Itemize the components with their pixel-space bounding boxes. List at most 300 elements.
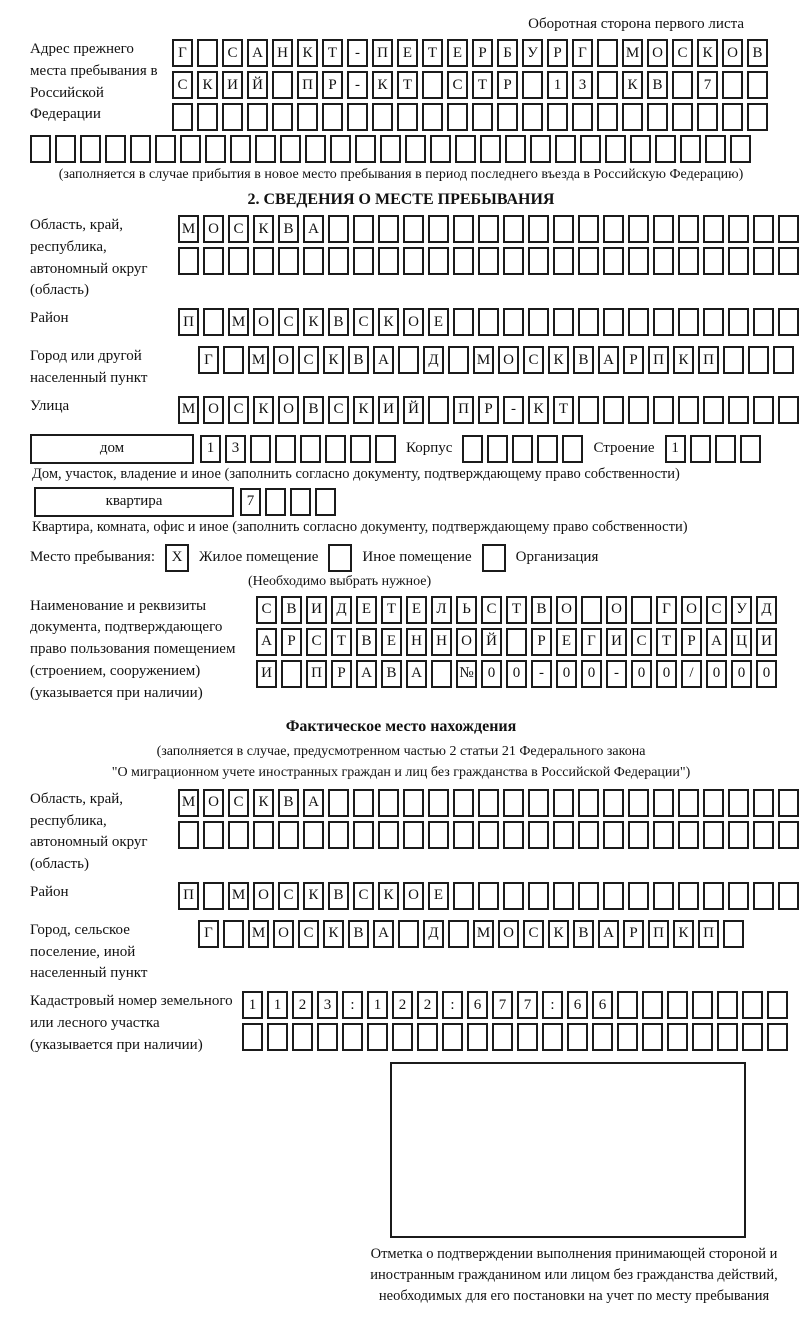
char-cell[interactable] bbox=[622, 103, 643, 131]
char-cell[interactable]: Н bbox=[406, 628, 427, 656]
char-cell[interactable] bbox=[178, 247, 199, 275]
char-cell[interactable] bbox=[378, 821, 399, 849]
char-cell[interactable]: Р bbox=[531, 628, 552, 656]
char-cell[interactable] bbox=[180, 135, 201, 163]
char-cell[interactable]: Е bbox=[397, 39, 418, 67]
char-cell[interactable]: С bbox=[298, 920, 319, 948]
char-cell[interactable]: - bbox=[531, 660, 552, 688]
korpus-cells[interactable] bbox=[462, 435, 583, 463]
char-cell[interactable] bbox=[380, 135, 401, 163]
char-cell[interactable]: А bbox=[247, 39, 268, 67]
char-cell[interactable]: А bbox=[406, 660, 427, 688]
char-cell[interactable] bbox=[730, 135, 751, 163]
char-cell[interactable]: П bbox=[648, 920, 669, 948]
char-cell[interactable] bbox=[578, 215, 599, 243]
char-cell[interactable]: И bbox=[256, 660, 277, 688]
char-cell[interactable] bbox=[422, 103, 443, 131]
char-cell[interactable]: П bbox=[178, 882, 199, 910]
prev-address-row-1[interactable] bbox=[172, 39, 772, 67]
char-cell[interactable] bbox=[530, 135, 551, 163]
house-type-box[interactable]: дом bbox=[30, 434, 194, 464]
char-cell[interactable]: - bbox=[347, 39, 368, 67]
char-cell[interactable] bbox=[378, 789, 399, 817]
char-cell[interactable]: И bbox=[606, 628, 627, 656]
char-cell[interactable]: В bbox=[303, 396, 324, 424]
char-cell[interactable] bbox=[453, 247, 474, 275]
char-cell[interactable]: Р bbox=[472, 39, 493, 67]
char-cell[interactable] bbox=[603, 821, 624, 849]
char-cell[interactable] bbox=[322, 103, 343, 131]
char-cell[interactable] bbox=[728, 215, 749, 243]
char-cell[interactable]: Г bbox=[656, 596, 677, 624]
char-cell[interactable]: 2 bbox=[417, 991, 438, 1019]
char-cell[interactable]: М bbox=[178, 789, 199, 817]
char-cell[interactable]: П bbox=[372, 39, 393, 67]
char-cell[interactable]: К bbox=[253, 396, 274, 424]
char-cell[interactable] bbox=[431, 660, 452, 688]
char-cell[interactable]: К bbox=[697, 39, 718, 67]
stroenie-cells[interactable] bbox=[665, 435, 761, 463]
char-cell[interactable] bbox=[503, 215, 524, 243]
char-cell[interactable] bbox=[353, 789, 374, 817]
char-cell[interactable] bbox=[703, 789, 724, 817]
char-cell[interactable] bbox=[197, 39, 218, 67]
char-cell[interactable]: М bbox=[473, 920, 494, 948]
char-cell[interactable]: О bbox=[681, 596, 702, 624]
char-cell[interactable] bbox=[578, 882, 599, 910]
char-cell[interactable] bbox=[553, 215, 574, 243]
char-cell[interactable]: Г bbox=[198, 920, 219, 948]
char-cell[interactable] bbox=[617, 991, 638, 1019]
char-cell[interactable] bbox=[653, 396, 674, 424]
char-cell[interactable] bbox=[203, 882, 224, 910]
char-cell[interactable] bbox=[722, 71, 743, 99]
char-cell[interactable] bbox=[478, 821, 499, 849]
char-cell[interactable]: О bbox=[278, 396, 299, 424]
char-cell[interactable] bbox=[453, 215, 474, 243]
char-cell[interactable] bbox=[528, 215, 549, 243]
char-cell[interactable] bbox=[703, 821, 724, 849]
district2-row[interactable] bbox=[178, 882, 799, 910]
char-cell[interactable] bbox=[378, 215, 399, 243]
char-cell[interactable] bbox=[717, 1023, 738, 1051]
char-cell[interactable] bbox=[553, 882, 574, 910]
char-cell[interactable] bbox=[778, 821, 799, 849]
char-cell[interactable] bbox=[567, 1023, 588, 1051]
char-cell[interactable] bbox=[603, 396, 624, 424]
char-cell[interactable] bbox=[203, 247, 224, 275]
char-cell[interactable] bbox=[581, 596, 602, 624]
char-cell[interactable] bbox=[353, 247, 374, 275]
char-cell[interactable] bbox=[417, 1023, 438, 1051]
char-cell[interactable]: Г bbox=[572, 39, 593, 67]
char-cell[interactable] bbox=[672, 103, 693, 131]
char-cell[interactable]: С bbox=[228, 215, 249, 243]
char-cell[interactable] bbox=[653, 215, 674, 243]
char-cell[interactable] bbox=[555, 135, 576, 163]
char-cell[interactable] bbox=[378, 247, 399, 275]
char-cell[interactable] bbox=[355, 135, 376, 163]
char-cell[interactable] bbox=[603, 215, 624, 243]
char-cell[interactable]: М bbox=[228, 308, 249, 336]
char-cell[interactable] bbox=[630, 135, 651, 163]
char-cell[interactable]: С bbox=[523, 920, 544, 948]
char-cell[interactable] bbox=[328, 247, 349, 275]
char-cell[interactable]: Н bbox=[272, 39, 293, 67]
char-cell[interactable]: Т bbox=[322, 39, 343, 67]
char-cell[interactable] bbox=[678, 882, 699, 910]
char-cell[interactable]: К bbox=[323, 346, 344, 374]
char-cell[interactable] bbox=[697, 103, 718, 131]
char-cell[interactable]: 7 bbox=[492, 991, 513, 1019]
char-cell[interactable] bbox=[398, 920, 419, 948]
char-cell[interactable] bbox=[753, 789, 774, 817]
char-cell[interactable] bbox=[506, 628, 527, 656]
char-cell[interactable] bbox=[512, 435, 533, 463]
char-cell[interactable] bbox=[303, 821, 324, 849]
document-row-1[interactable] bbox=[256, 596, 777, 624]
char-cell[interactable]: С bbox=[222, 39, 243, 67]
region-row-2[interactable] bbox=[178, 247, 799, 275]
char-cell[interactable] bbox=[253, 821, 274, 849]
char-cell[interactable] bbox=[522, 71, 543, 99]
char-cell[interactable]: Е bbox=[447, 39, 468, 67]
char-cell[interactable] bbox=[628, 215, 649, 243]
char-cell[interactable]: - bbox=[347, 71, 368, 99]
char-cell[interactable] bbox=[280, 135, 301, 163]
char-cell[interactable] bbox=[487, 435, 508, 463]
char-cell[interactable]: В bbox=[278, 215, 299, 243]
char-cell[interactable]: : bbox=[442, 991, 463, 1019]
char-cell[interactable] bbox=[703, 215, 724, 243]
char-cell[interactable]: О bbox=[722, 39, 743, 67]
region2-row-2[interactable] bbox=[178, 821, 799, 849]
char-cell[interactable]: Р bbox=[322, 71, 343, 99]
char-cell[interactable] bbox=[172, 103, 193, 131]
char-cell[interactable] bbox=[342, 1023, 363, 1051]
prev-address-row-4[interactable] bbox=[30, 135, 772, 163]
char-cell[interactable] bbox=[553, 789, 574, 817]
char-cell[interactable] bbox=[492, 1023, 513, 1051]
char-cell[interactable] bbox=[422, 71, 443, 99]
char-cell[interactable]: Л bbox=[431, 596, 452, 624]
char-cell[interactable] bbox=[305, 135, 326, 163]
char-cell[interactable]: Р bbox=[547, 39, 568, 67]
char-cell[interactable] bbox=[715, 435, 736, 463]
city2-row[interactable] bbox=[198, 920, 772, 948]
char-cell[interactable] bbox=[428, 821, 449, 849]
char-cell[interactable] bbox=[692, 991, 713, 1019]
char-cell[interactable] bbox=[678, 215, 699, 243]
char-cell[interactable] bbox=[747, 103, 768, 131]
char-cell[interactable]: Г bbox=[172, 39, 193, 67]
char-cell[interactable]: 1 bbox=[200, 435, 221, 463]
char-cell[interactable] bbox=[522, 103, 543, 131]
char-cell[interactable] bbox=[653, 882, 674, 910]
char-cell[interactable]: С bbox=[306, 628, 327, 656]
char-cell[interactable]: В bbox=[381, 660, 402, 688]
district-row[interactable] bbox=[178, 308, 799, 336]
char-cell[interactable]: М bbox=[622, 39, 643, 67]
char-cell[interactable] bbox=[430, 135, 451, 163]
char-cell[interactable] bbox=[505, 135, 526, 163]
char-cell[interactable] bbox=[653, 247, 674, 275]
char-cell[interactable]: С bbox=[278, 308, 299, 336]
char-cell[interactable]: - bbox=[503, 396, 524, 424]
char-cell[interactable]: С bbox=[447, 71, 468, 99]
char-cell[interactable]: И bbox=[378, 396, 399, 424]
char-cell[interactable] bbox=[592, 1023, 613, 1051]
char-cell[interactable]: 7 bbox=[240, 488, 261, 516]
char-cell[interactable]: Т bbox=[381, 596, 402, 624]
char-cell[interactable] bbox=[778, 882, 799, 910]
char-cell[interactable] bbox=[405, 135, 426, 163]
char-cell[interactable]: 3 bbox=[225, 435, 246, 463]
char-cell[interactable]: К bbox=[197, 71, 218, 99]
char-cell[interactable] bbox=[105, 135, 126, 163]
char-cell[interactable]: С bbox=[481, 596, 502, 624]
char-cell[interactable] bbox=[222, 103, 243, 131]
char-cell[interactable]: В bbox=[531, 596, 552, 624]
char-cell[interactable]: О bbox=[606, 596, 627, 624]
char-cell[interactable] bbox=[478, 789, 499, 817]
char-cell[interactable] bbox=[580, 135, 601, 163]
char-cell[interactable] bbox=[480, 135, 501, 163]
char-cell[interactable] bbox=[528, 247, 549, 275]
char-cell[interactable]: И bbox=[222, 71, 243, 99]
char-cell[interactable]: Й bbox=[403, 396, 424, 424]
char-cell[interactable] bbox=[572, 103, 593, 131]
char-cell[interactable]: Ь bbox=[456, 596, 477, 624]
char-cell[interactable]: Д bbox=[423, 920, 444, 948]
char-cell[interactable]: Р bbox=[681, 628, 702, 656]
char-cell[interactable]: Е bbox=[381, 628, 402, 656]
char-cell[interactable]: П bbox=[178, 308, 199, 336]
char-cell[interactable] bbox=[281, 660, 302, 688]
char-cell[interactable] bbox=[628, 821, 649, 849]
char-cell[interactable] bbox=[205, 135, 226, 163]
char-cell[interactable] bbox=[603, 882, 624, 910]
char-cell[interactable] bbox=[297, 103, 318, 131]
char-cell[interactable]: 3 bbox=[317, 991, 338, 1019]
char-cell[interactable]: 7 bbox=[517, 991, 538, 1019]
document-row-2[interactable] bbox=[256, 628, 777, 656]
char-cell[interactable]: П bbox=[648, 346, 669, 374]
char-cell[interactable] bbox=[317, 1023, 338, 1051]
char-cell[interactable] bbox=[647, 103, 668, 131]
char-cell[interactable]: О bbox=[403, 882, 424, 910]
char-cell[interactable]: С bbox=[328, 396, 349, 424]
char-cell[interactable]: Ц bbox=[731, 628, 752, 656]
char-cell[interactable] bbox=[703, 308, 724, 336]
char-cell[interactable] bbox=[528, 882, 549, 910]
char-cell[interactable]: 1 bbox=[665, 435, 686, 463]
char-cell[interactable] bbox=[398, 346, 419, 374]
char-cell[interactable] bbox=[597, 39, 618, 67]
char-cell[interactable] bbox=[403, 247, 424, 275]
char-cell[interactable] bbox=[375, 435, 396, 463]
char-cell[interactable] bbox=[773, 346, 794, 374]
char-cell[interactable]: Р bbox=[623, 346, 644, 374]
char-cell[interactable] bbox=[722, 103, 743, 131]
char-cell[interactable]: Е bbox=[428, 882, 449, 910]
char-cell[interactable] bbox=[472, 103, 493, 131]
char-cell[interactable]: Г bbox=[198, 346, 219, 374]
char-cell[interactable]: : bbox=[542, 991, 563, 1019]
char-cell[interactable]: 1 bbox=[367, 991, 388, 1019]
cadastral-row-1[interactable] bbox=[242, 991, 788, 1019]
char-cell[interactable]: О bbox=[203, 789, 224, 817]
char-cell[interactable]: О bbox=[403, 308, 424, 336]
char-cell[interactable] bbox=[553, 247, 574, 275]
char-cell[interactable] bbox=[267, 1023, 288, 1051]
char-cell[interactable] bbox=[55, 135, 76, 163]
char-cell[interactable]: П bbox=[698, 346, 719, 374]
char-cell[interactable]: 1 bbox=[547, 71, 568, 99]
char-cell[interactable]: Д bbox=[756, 596, 777, 624]
char-cell[interactable] bbox=[350, 435, 371, 463]
char-cell[interactable] bbox=[728, 789, 749, 817]
char-cell[interactable] bbox=[428, 247, 449, 275]
char-cell[interactable] bbox=[255, 135, 276, 163]
char-cell[interactable]: 0 bbox=[706, 660, 727, 688]
char-cell[interactable] bbox=[642, 991, 663, 1019]
char-cell[interactable] bbox=[453, 308, 474, 336]
char-cell[interactable] bbox=[740, 435, 761, 463]
char-cell[interactable] bbox=[462, 435, 483, 463]
char-cell[interactable]: А bbox=[303, 789, 324, 817]
char-cell[interactable]: О bbox=[498, 920, 519, 948]
char-cell[interactable] bbox=[503, 789, 524, 817]
char-cell[interactable] bbox=[178, 821, 199, 849]
char-cell[interactable] bbox=[203, 308, 224, 336]
char-cell[interactable] bbox=[547, 103, 568, 131]
char-cell[interactable] bbox=[778, 215, 799, 243]
char-cell[interactable]: И bbox=[306, 596, 327, 624]
char-cell[interactable]: 0 bbox=[756, 660, 777, 688]
char-cell[interactable] bbox=[723, 920, 744, 948]
char-cell[interactable]: Т bbox=[331, 628, 352, 656]
char-cell[interactable]: Г bbox=[581, 628, 602, 656]
char-cell[interactable] bbox=[130, 135, 151, 163]
char-cell[interactable] bbox=[272, 103, 293, 131]
char-cell[interactable]: С bbox=[228, 789, 249, 817]
char-cell[interactable]: Т bbox=[472, 71, 493, 99]
char-cell[interactable] bbox=[553, 308, 574, 336]
char-cell[interactable] bbox=[778, 247, 799, 275]
char-cell[interactable] bbox=[292, 1023, 313, 1051]
char-cell[interactable]: К bbox=[378, 882, 399, 910]
char-cell[interactable]: В bbox=[328, 308, 349, 336]
char-cell[interactable]: 2 bbox=[392, 991, 413, 1019]
char-cell[interactable]: В bbox=[573, 920, 594, 948]
char-cell[interactable]: 6 bbox=[567, 991, 588, 1019]
char-cell[interactable] bbox=[631, 596, 652, 624]
char-cell[interactable] bbox=[448, 920, 469, 948]
document-row-3[interactable] bbox=[256, 660, 777, 688]
char-cell[interactable]: К bbox=[548, 920, 569, 948]
char-cell[interactable]: М bbox=[248, 346, 269, 374]
char-cell[interactable]: М bbox=[178, 215, 199, 243]
char-cell[interactable]: А bbox=[598, 920, 619, 948]
char-cell[interactable]: 0 bbox=[481, 660, 502, 688]
char-cell[interactable]: Е bbox=[556, 628, 577, 656]
char-cell[interactable] bbox=[428, 396, 449, 424]
char-cell[interactable] bbox=[223, 920, 244, 948]
char-cell[interactable]: В bbox=[278, 789, 299, 817]
char-cell[interactable]: О bbox=[253, 882, 274, 910]
char-cell[interactable] bbox=[742, 991, 763, 1019]
char-cell[interactable]: 0 bbox=[556, 660, 577, 688]
char-cell[interactable] bbox=[728, 247, 749, 275]
char-cell[interactable]: К bbox=[528, 396, 549, 424]
char-cell[interactable]: П bbox=[297, 71, 318, 99]
char-cell[interactable]: Т bbox=[553, 396, 574, 424]
char-cell[interactable]: Р bbox=[478, 396, 499, 424]
char-cell[interactable]: С bbox=[278, 882, 299, 910]
char-cell[interactable] bbox=[617, 1023, 638, 1051]
char-cell[interactable]: 0 bbox=[506, 660, 527, 688]
char-cell[interactable] bbox=[330, 135, 351, 163]
char-cell[interactable] bbox=[628, 308, 649, 336]
char-cell[interactable]: С bbox=[353, 308, 374, 336]
char-cell[interactable] bbox=[778, 789, 799, 817]
char-cell[interactable]: О bbox=[273, 920, 294, 948]
char-cell[interactable]: 0 bbox=[581, 660, 602, 688]
char-cell[interactable]: У bbox=[522, 39, 543, 67]
char-cell[interactable] bbox=[503, 882, 524, 910]
char-cell[interactable]: И bbox=[756, 628, 777, 656]
char-cell[interactable] bbox=[578, 821, 599, 849]
char-cell[interactable] bbox=[228, 247, 249, 275]
char-cell[interactable]: К bbox=[353, 396, 374, 424]
char-cell[interactable]: 2 bbox=[292, 991, 313, 1019]
checkbox-other-premises[interactable] bbox=[328, 544, 352, 572]
char-cell[interactable] bbox=[642, 1023, 663, 1051]
char-cell[interactable]: К bbox=[303, 882, 324, 910]
char-cell[interactable] bbox=[528, 308, 549, 336]
char-cell[interactable] bbox=[448, 346, 469, 374]
char-cell[interactable]: С bbox=[706, 596, 727, 624]
char-cell[interactable] bbox=[528, 789, 549, 817]
char-cell[interactable] bbox=[703, 882, 724, 910]
char-cell[interactable]: К bbox=[372, 71, 393, 99]
char-cell[interactable] bbox=[528, 821, 549, 849]
char-cell[interactable] bbox=[747, 71, 768, 99]
char-cell[interactable] bbox=[753, 308, 774, 336]
char-cell[interactable] bbox=[703, 396, 724, 424]
char-cell[interactable] bbox=[447, 103, 468, 131]
char-cell[interactable]: О bbox=[456, 628, 477, 656]
char-cell[interactable]: С bbox=[172, 71, 193, 99]
char-cell[interactable] bbox=[278, 821, 299, 849]
char-cell[interactable] bbox=[603, 247, 624, 275]
char-cell[interactable] bbox=[628, 247, 649, 275]
street-row[interactable] bbox=[178, 396, 799, 424]
char-cell[interactable] bbox=[537, 435, 558, 463]
apartment-type-box[interactable]: квартира bbox=[34, 487, 234, 517]
char-cell[interactable]: С bbox=[672, 39, 693, 67]
char-cell[interactable]: С bbox=[523, 346, 544, 374]
char-cell[interactable]: К bbox=[253, 789, 274, 817]
char-cell[interactable] bbox=[653, 821, 674, 849]
region-row-1[interactable] bbox=[178, 215, 799, 243]
char-cell[interactable] bbox=[30, 135, 51, 163]
char-cell[interactable]: Й bbox=[247, 71, 268, 99]
char-cell[interactable] bbox=[442, 1023, 463, 1051]
char-cell[interactable]: О bbox=[273, 346, 294, 374]
char-cell[interactable] bbox=[155, 135, 176, 163]
